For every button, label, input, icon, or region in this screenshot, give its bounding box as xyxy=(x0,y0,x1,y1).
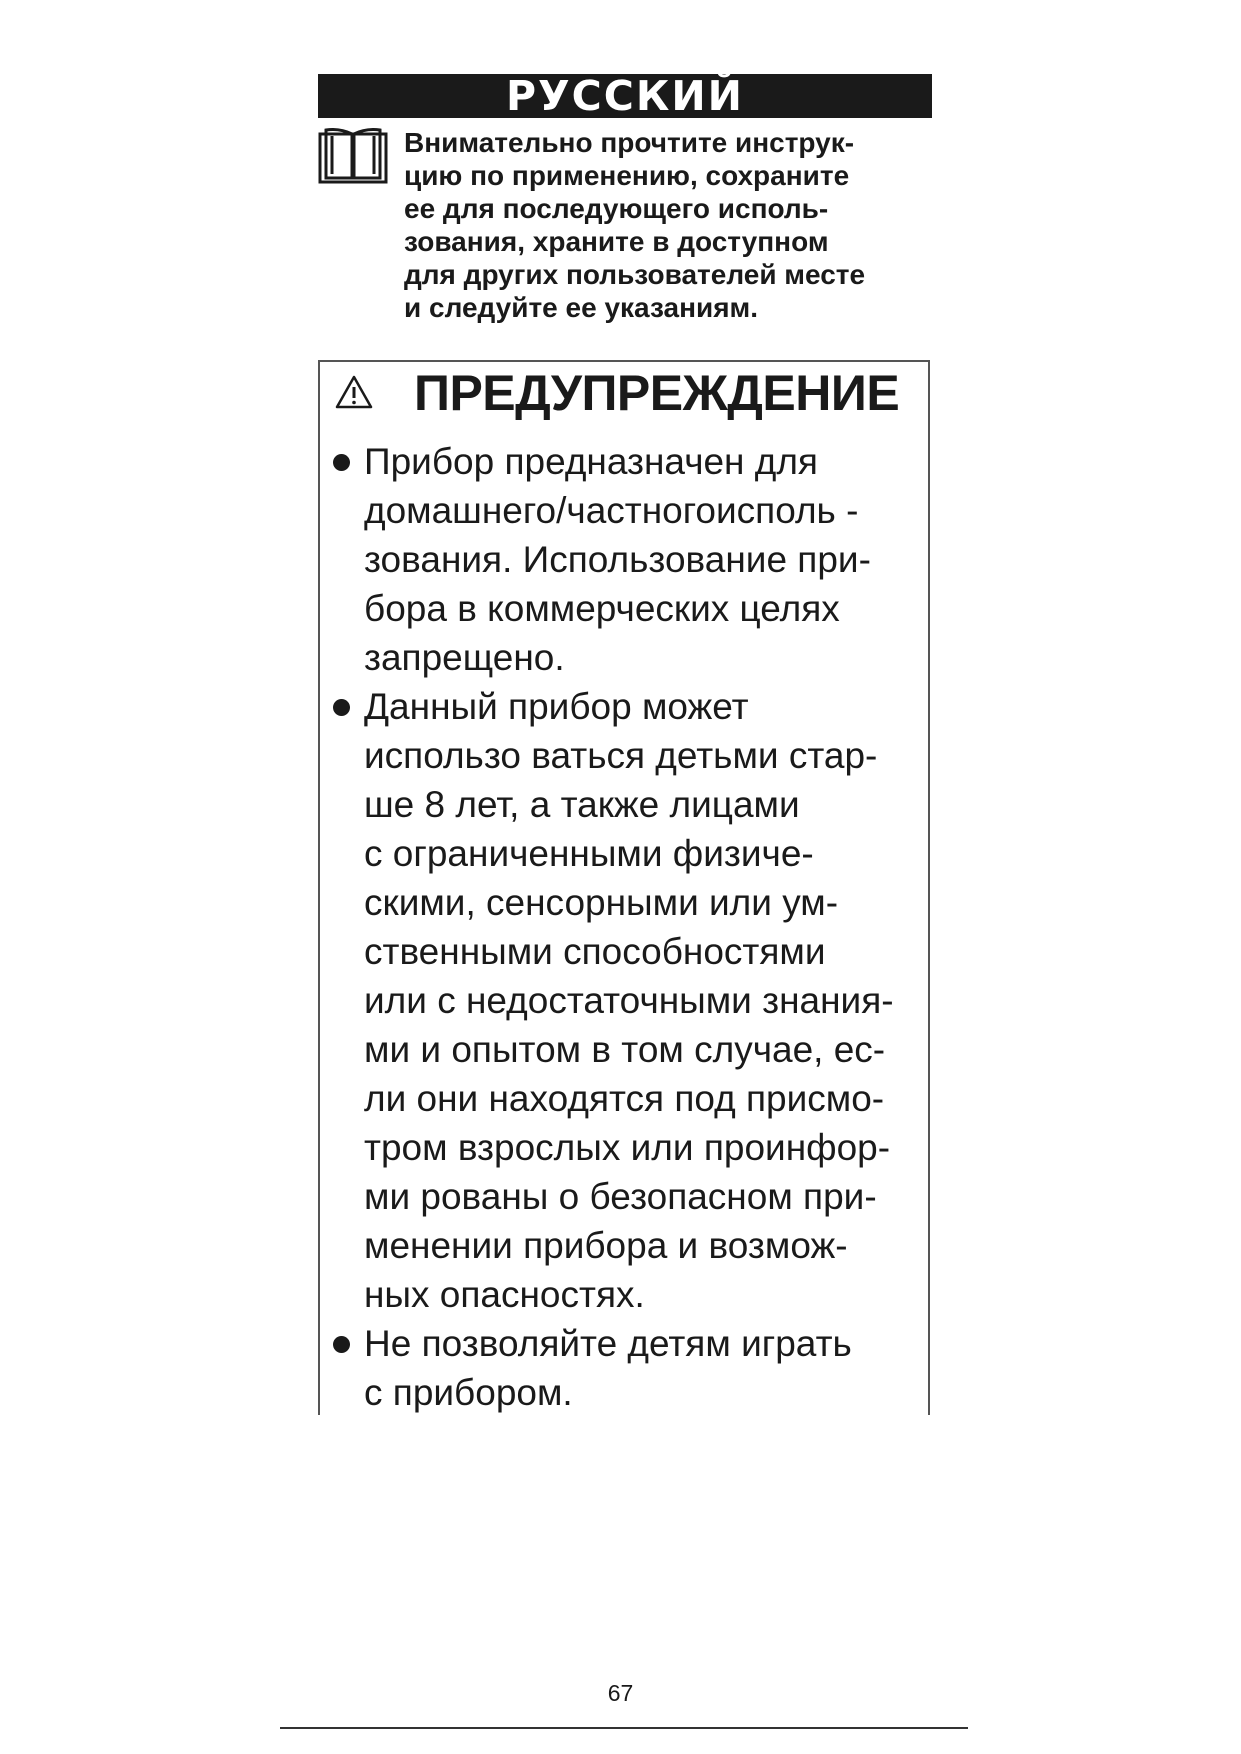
list-item xyxy=(330,682,930,1319)
list-item-line: домашнего/частногоисполь - xyxy=(364,490,859,531)
intro-line: цию по применению, сохраните xyxy=(404,160,850,191)
list-item-line: тром взрослых или проинфор- xyxy=(364,1127,891,1168)
intro-text xyxy=(404,126,944,324)
list-item-line: Данный прибор может xyxy=(364,686,749,727)
bullet-dot xyxy=(333,1336,350,1353)
list-item-line: бора в коммерческих целях xyxy=(364,588,840,629)
intro-line: Внимательно прочтите инструк- xyxy=(404,127,855,158)
page-number: 67 xyxy=(607,1680,634,1706)
intro-line: для других пользователей месте xyxy=(404,259,866,290)
bullet-dot xyxy=(333,454,350,471)
intro-line: зования, храните в доступном xyxy=(404,226,829,257)
list-item xyxy=(330,1319,930,1417)
warning-list xyxy=(330,437,930,1417)
list-item-line: или с недостаточными знания- xyxy=(364,980,894,1021)
warning-title: ПРЕДУПРЕЖДЕНИЕ xyxy=(414,365,900,421)
list-item-line: Не позволяйте детям играть xyxy=(364,1323,852,1364)
list-item-line: скими, сенсорными или ум- xyxy=(364,882,839,923)
language-header: РУССКИЙ xyxy=(318,74,932,118)
bullet-dot xyxy=(333,699,350,716)
list-item-line: ли они находятся под присмо- xyxy=(364,1078,885,1119)
list-item-line: с прибором. xyxy=(364,1372,573,1413)
list-item-line: Прибор предназначен для xyxy=(364,441,818,482)
list-item-line: ми и опытом в том случае, ес- xyxy=(364,1029,886,1070)
list-item-line: зования. Использование при- xyxy=(364,539,871,580)
list-item xyxy=(330,437,930,682)
warning-triangle-icon xyxy=(334,374,374,410)
list-item-line: ных опасностях. xyxy=(364,1274,645,1315)
list-item-line: ственными способностями xyxy=(364,931,826,972)
list-item-line: с ограниченными физиче- xyxy=(364,833,814,874)
list-item-line: использо ваться детьми стар- xyxy=(364,735,878,776)
list-item-line: ми рованы о безопасном при- xyxy=(364,1176,877,1217)
footer-divider xyxy=(280,1727,968,1729)
list-item-line: ше 8 лет, а также лицами xyxy=(364,784,800,825)
book-icon xyxy=(318,128,388,186)
intro-line: ее для последующего исполь- xyxy=(404,193,829,224)
list-item-line: запрещено. xyxy=(364,637,565,678)
list-item-line: менении прибора и возмож- xyxy=(364,1225,848,1266)
intro-line: и следуйте ее указаниям. xyxy=(404,292,759,323)
